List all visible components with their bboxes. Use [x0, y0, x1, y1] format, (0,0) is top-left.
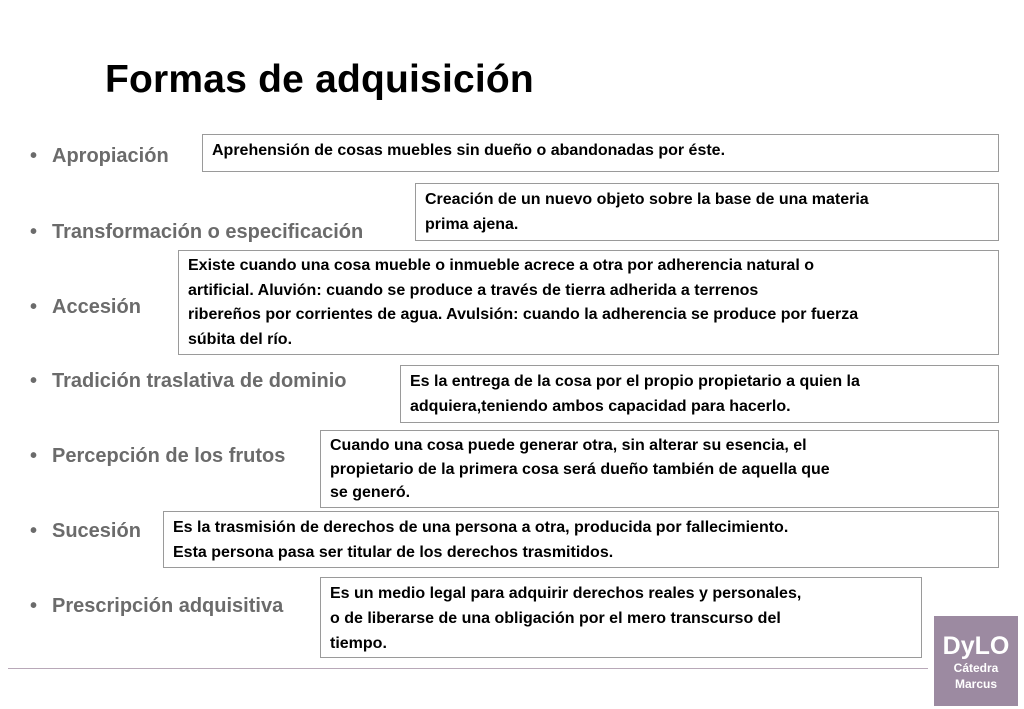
term-label: Percepción de los frutos	[52, 445, 286, 467]
bullet-accesion: • Accesión	[30, 296, 141, 318]
slide-title: Formas de adquisición	[105, 58, 534, 101]
term-label: Transformación o especificación	[52, 221, 364, 243]
dylo-logo	[934, 616, 1018, 706]
bullet-percepcion: • Percepción de los frutos	[30, 445, 286, 467]
term-label: Prescripción adquisitiva	[52, 595, 284, 617]
bullet-tradicion: • Tradición traslativa de dominio	[30, 370, 347, 392]
definition-box-transformacion: Creación de un nuevo objeto sobre la base de una materia prima ajena.	[415, 183, 999, 241]
bullet-apropiacion: • Apropiación	[30, 145, 169, 167]
definition-box-percepcion: Cuando una cosa puede generar otra, sin alterar su esencia, el propietario de la primera cosa será dueño también de aquella que se generó.	[320, 430, 999, 508]
definition-box-tradicion: Es la entrega de la cosa por el propio propietario a quien la adquiera,teniendo ambos capacidad para hacerlo.	[400, 365, 999, 423]
logo-main-text: DyLO	[942, 632, 1010, 660]
bullet-sucesion: • Sucesión	[30, 520, 141, 542]
term-label: Sucesión	[52, 520, 141, 542]
term-label: Apropiación	[52, 145, 169, 167]
definition-box-accesion: Existe cuando una cosa mueble o inmueble acrece a otra por adherencia natural o artificial. Aluvión: cuando se produce a través de tierra adherida a terrenos ribereños por corrientes de agua. Avulsión: cuando la adherencia se produce por fuerza súbita del río.	[178, 250, 999, 355]
definition-box-prescripcion: Es un medio legal para adquirir derechos reales y personales, o de liberarse de una obligación por el mero transcurso del tiempo.	[320, 577, 922, 658]
definition-box-apropiacion: Aprehensión de cosas muebles sin dueño o abandonadas por éste.	[202, 134, 999, 172]
logo-line-catedra: Cátedra	[953, 661, 999, 675]
bullet-transformacion: • Transformación o especificación	[30, 221, 364, 243]
logo-line-marcus: Marcus	[954, 677, 998, 691]
definition-box-sucesion: Es la trasmisión de derechos de una persona a otra, producida por fallecimiento. Esta persona pasa ser titular de los derechos trasmitidos.	[163, 511, 999, 568]
footer-divider	[8, 668, 928, 669]
bullet-prescripcion: • Prescripción adquisitiva	[30, 595, 284, 617]
term-label: Accesión	[52, 296, 141, 318]
term-label: Tradición traslativa de dominio	[52, 370, 347, 392]
